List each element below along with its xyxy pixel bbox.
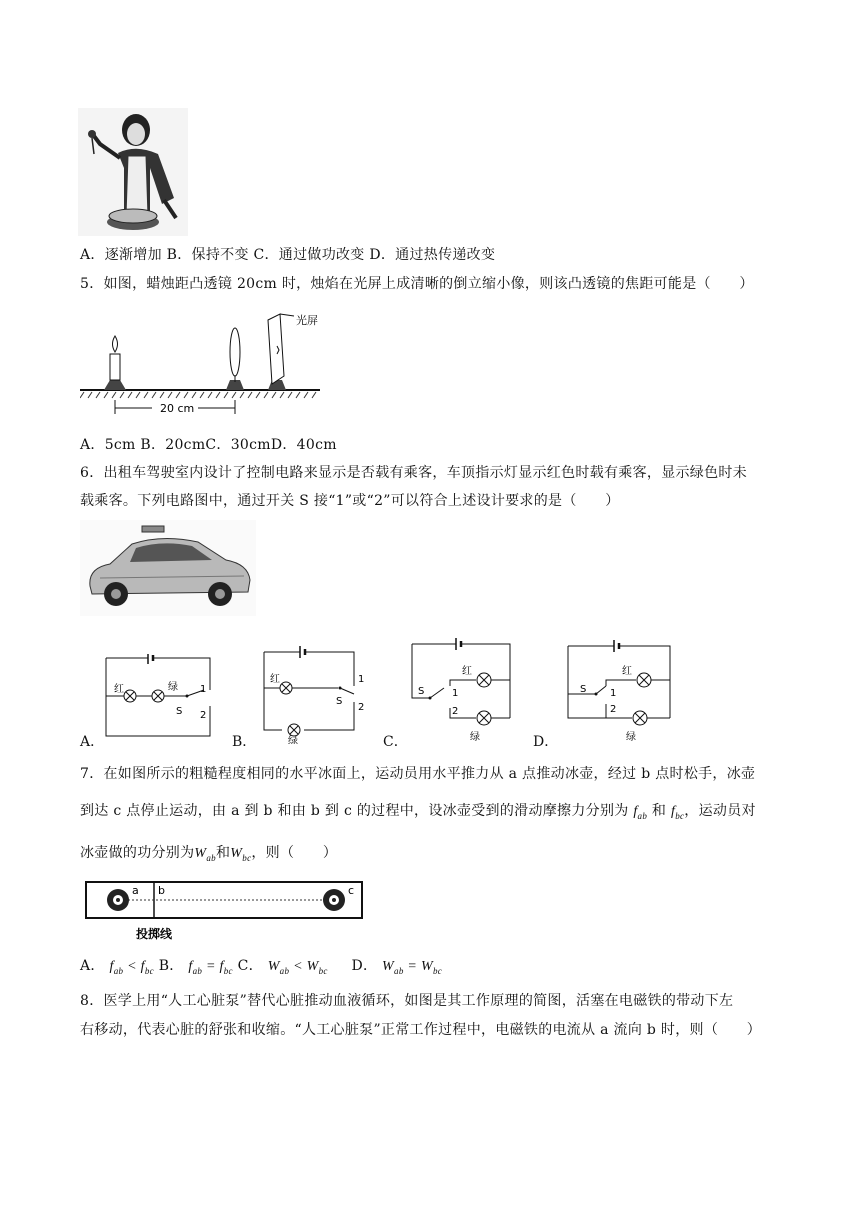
q7-option-d-formula: $W_{ab} = W_{bc}$ <box>382 959 443 976</box>
q8-stem-line1: 8．医学上用“人工心脏泵”替代心脏推动血液循环，如图是其工作原理的简图，活塞在电磁铁的带动下左 <box>80 993 734 1009</box>
q5-distance-label: 20 cm <box>160 402 195 415</box>
q6-circuit-a <box>100 654 218 744</box>
q6-c-t2-label: 2 <box>452 706 459 717</box>
q4-options: A．逐渐增加 B．保持不变 C．通过做功改变 D．通过热传递改变 <box>80 247 496 263</box>
q6-d-red-label: 红 <box>622 666 632 677</box>
q7-stem-line2-part3: ，运动员对 <box>684 803 756 819</box>
q6-circuit-b <box>258 644 376 744</box>
q7-point-b: b <box>158 884 165 897</box>
q5-figure-lens-setup <box>80 306 320 422</box>
q7-stem-line3-part1: 冰壶做的功分别为 <box>80 845 195 861</box>
q7-stem-line2-part1: 到达 c 点停止运动，由 a 到 b 和由 b 到 c 的过程中，设冰壶受到的滑动摩擦力分别为 <box>80 803 629 819</box>
q6-option-c-label: C． <box>383 734 408 750</box>
q7-w-ab: $W_{ab}$ <box>194 846 216 863</box>
q7-point-a: a <box>132 884 139 897</box>
q6-d-t2-label: 2 <box>610 704 617 715</box>
q6-d-switch-label: S <box>580 684 587 695</box>
q7-point-c: c <box>348 884 355 897</box>
q7-throw-line-label: 投掷线 <box>136 927 173 941</box>
q6-d-green-label: 绿 <box>626 732 636 743</box>
q8-stem-line2: 右移动，代表心脏的舒张和收缩。“人工心脏泵”正常工作过程中，电磁铁的电流从 a 流向 b 时，则（ ） <box>80 1022 762 1038</box>
q6-stem-line1: 6．出租车驾驶室内设计了控制电路来显示是否载有乘客，车顶指示灯显示红色时载有乘客，显示绿色时未 <box>80 465 748 481</box>
q6-a-switch-label: S <box>176 706 183 717</box>
q7-option-d-label: D． <box>351 958 378 974</box>
q6-c-red-label: 红 <box>462 666 472 677</box>
q6-a-t1-label: 1 <box>200 684 207 695</box>
q7-stem-line3-part3: ，则（ ） <box>251 845 338 861</box>
q7-stem-line2 <box>80 800 756 821</box>
q6-c-green-label: 绿 <box>470 732 480 743</box>
q6-c-switch-label: S <box>418 686 425 697</box>
q6-a-green-label: 绿 <box>168 682 178 693</box>
q6-circuit-c <box>406 636 518 746</box>
q7-option-c-formula: $W_{ab} < W_{bc}$ <box>267 959 328 976</box>
q7-f-bc: $f_{bc}$ <box>670 804 685 821</box>
q4-figure-cooking-person <box>78 108 188 236</box>
q7-option-a-formula: $f_{ab} < f_{bc}$ <box>109 959 154 976</box>
q6-c-t1-label: 1 <box>452 688 459 699</box>
q6-b-red-label: 红 <box>270 674 280 685</box>
q7-option-c-label: C． <box>237 958 263 974</box>
q6-a-t2-label: 2 <box>200 710 207 721</box>
q6-b-t1-label: 1 <box>358 674 365 685</box>
q5-options: A．5cm B．20cmC．30cmD．40cm <box>80 437 337 453</box>
q7-f-ab: $f_{ab}$ <box>633 804 648 821</box>
q6-circuit-d <box>562 638 676 746</box>
q6-a-red-label: 红 <box>114 684 124 695</box>
q5-screen-label: 光屏 <box>296 314 318 327</box>
q5-stem: 5．如图，蜡烛距凸透镜 20cm 时，烛焰在光屏上成清晰的倒立缩小像，则该凸透镜的焦距可能是（ ） <box>80 276 754 292</box>
q7-stem-line1: 7．在如图所示的粗糙程度相同的水平冰面上，运动员用水平推力从 a 点推动冰壶，经过 b 点时松手，冰壶 <box>80 766 756 782</box>
q7-option-b-label: B． <box>158 958 184 974</box>
q6-option-a-label: A． <box>80 734 105 750</box>
q6-option-d-label: D． <box>533 734 559 750</box>
q7-stem-line3 <box>80 842 337 863</box>
q6-b-switch-label: S <box>336 696 343 707</box>
q7-w-bc: $W_{bc}$ <box>230 846 252 863</box>
q7-stem-line3-part2: 和 <box>215 845 231 861</box>
q7-option-a-label: A． <box>80 958 105 974</box>
q6-b-t2-label: 2 <box>358 702 365 713</box>
q6-figure-taxi <box>80 520 256 616</box>
q7-figure-curling-lane <box>84 880 366 944</box>
q6-b-green-label: 绿 <box>288 736 298 744</box>
q6-d-t1-label: 1 <box>610 688 617 699</box>
q6-stem-line2: 载乘客。下列电路图中，通过开关 S 接“1”或“2”可以符合上述设计要求的是（ ） <box>80 493 620 509</box>
q7-stem-line2-part2: 和 <box>651 803 667 819</box>
q7-options <box>80 955 442 976</box>
q7-option-b-formula: $f_{ab} = f_{bc}$ <box>188 959 233 976</box>
q6-option-b-label: B． <box>232 734 257 750</box>
